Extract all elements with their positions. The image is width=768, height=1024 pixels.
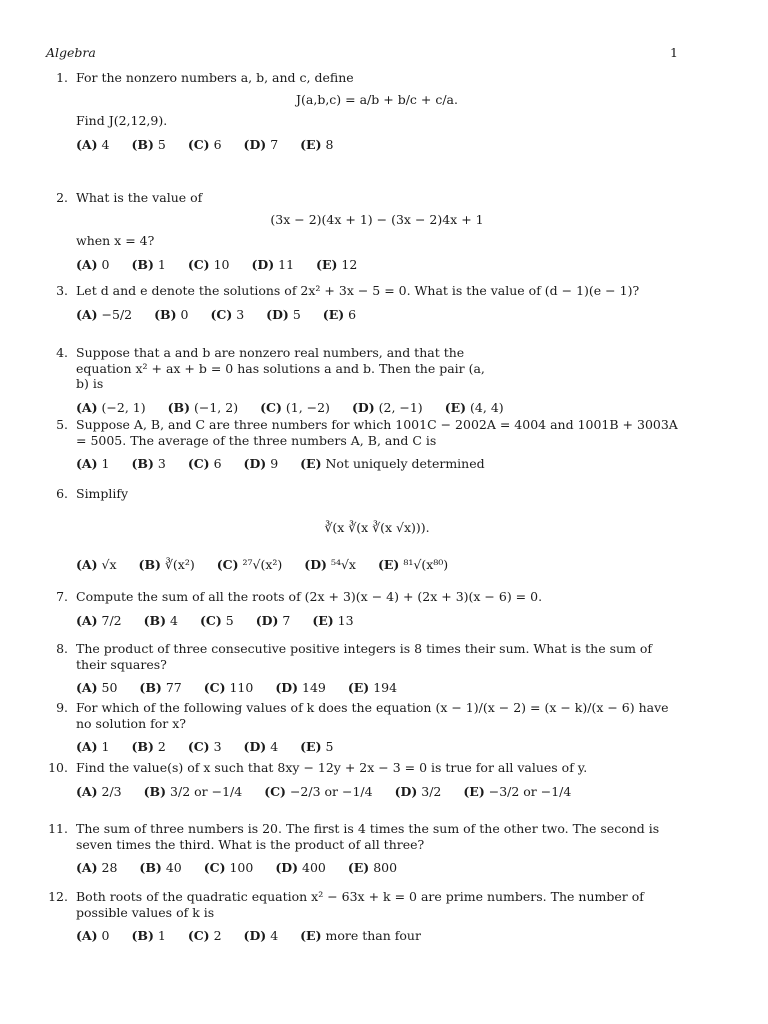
choice-d[interactable]: (D) 149 [275,680,326,696]
choice-b[interactable]: (B) 3/2 or −1/4 [143,783,243,799]
problem-2: 2. What is the value of (3x − 2)(4x + 1) − (3x − 2)4x + 1 when x = 4? (A) 0 (B) 1 (C) 10 (D) 11 (E) 12 [46,190,678,273]
choice-e[interactable]: (E) −3/2 or −1/4 [463,783,572,799]
choice-c[interactable]: (C) 10 [187,256,230,272]
choice-a[interactable]: (A) 4 [76,136,110,152]
choice-d[interactable]: (D) 9 [243,456,279,472]
problem-text: The sum of three numbers is 20. The first is 4 times the sum of the other two. The second is seven times the third. What is the product of all three? [76,821,660,852]
choice-a[interactable]: (A) (−2, 1) [76,399,146,415]
choice-c[interactable]: (C) 3 [210,306,245,322]
choice-c[interactable]: (C) 100 [203,860,254,876]
answer-choices [76,456,678,472]
choice-d[interactable]: (D) 400 [275,860,326,876]
choice-e[interactable]: (E) 6 [322,306,357,322]
choice-b[interactable]: (B) ∛(x²) [138,557,195,573]
choice-b[interactable]: (B) 2 [131,739,166,755]
choice-b[interactable]: (B) 4 [143,612,178,628]
problem-9: 9. For which of the following values of k does the equation (x − 1)/(x − 2) = (x − k)/(x − 6) have no solution for x? (A) 1 (B) 2 (C) 3 (D) 4 (E) 5 [46,700,678,755]
choice-d[interactable]: (D) 5 [266,306,301,322]
choice-e[interactable]: (E) 13 [312,612,354,628]
choice-c[interactable]: (C) 3 [187,739,222,755]
choice-d[interactable]: (D) 4 [243,739,279,755]
choice-b[interactable]: (B) 0 [154,306,189,322]
answer-choices [76,257,678,273]
problem-text: For the nonzero numbers a, b, and c, define [76,70,354,85]
choice-e[interactable]: (E) 12 [316,256,358,272]
problem-11: 11. The sum of three numbers is 20. The first is 4 times the sum of the other two. The second is seven times the third. What is the product of all three? (A) 28 (B) 40 (C) 100 (D) 400 (E) 800 [46,821,678,876]
problem-text: Compute the sum of all the roots of (2x + 3)(x − 4) + (2x + 3)(x − 6) = 0. [76,589,543,604]
choice-a[interactable]: (A) 2/3 [76,783,122,799]
choice-d[interactable]: (D) 3/2 [394,783,442,799]
problem-6: 6. Simplify ∛(x ∛(x ∛(x √x))). (A) √x (B) ∛(x²) (C) ²⁷√(x²) (D) ⁵⁴√x (E) ⁸¹√(x⁸⁰) [46,486,678,573]
choice-d[interactable]: (D) 7 [243,136,279,152]
answer-choices [76,860,678,876]
choice-d[interactable]: (D) ⁵⁴√x [304,557,356,573]
choice-b[interactable]: (B) (−1, 2) [167,399,239,415]
problem-text-after: when x = 4? [76,233,155,249]
problem-8: 8. The product of three consecutive positive integers is 8 times their sum. What is the sum of their squares? (A) 50 (B) 77 (C) 110 (D) 149 (E) 194 [46,641,678,696]
choice-c[interactable]: (C) 6 [187,136,222,152]
choice-e[interactable]: (E) 800 [347,860,398,876]
choice-e[interactable]: (E) 194 [347,680,398,696]
problem-text: Suppose that a and b are nonzero real numbers, and that the equation x² + ax + b = 0 has solutions a and b. Then the pair (a, b) is [76,345,485,392]
answer-choices [76,400,678,416]
choice-a[interactable]: (A) −5/2 [76,306,133,322]
choice-e[interactable]: (E) ⁸¹√(x⁸⁰) [377,557,449,573]
choice-c[interactable]: (C) 5 [199,612,234,628]
problem-text-after: Find J(2,12,9). [76,113,168,129]
problem-text: Suppose A, B, and C are three numbers for which 1001C − 2002A = 4004 and 1001B + 3003A = 5005. The average of the three numbers A, B, and C is [76,417,678,448]
problem-text: Let d and e denote the solutions of 2x² + 3x − 5 = 0. What is the value of (d − 1)(e − 1)? [76,283,640,298]
problem-text: What is the value of [76,190,203,205]
problem-text: The product of three consecutive positive integers is 8 times their sum. What is the sum of their squares? [76,641,653,672]
choice-a[interactable]: (A) 0 [76,256,110,272]
choice-c[interactable]: (C) (1, −2) [260,399,330,415]
answer-choices [76,739,678,755]
answer-choices [76,680,678,696]
answer-choices [76,928,678,944]
choice-c[interactable]: (C) ²⁷√(x²) [216,557,283,573]
choice-d[interactable]: (D) 11 [251,256,295,272]
answer-choices [76,613,678,629]
choice-b[interactable]: (B) 1 [131,256,166,272]
choice-d[interactable]: (D) (2, −1) [351,399,423,415]
problem-text: For which of the following values of k does the equation (x − 1)/(x − 2) = (x − k)/(x − 6) have no solution for x? [76,700,669,731]
choice-c[interactable]: (C) 6 [187,456,222,472]
problem-4: 4. Suppose that a and b are nonzero real numbers, and that the equation x² + ax + b = 0 has solutions a and b. Then the pair (a, b) is (A) (−2, 1) (B) (−1, 2) (C) (1, −2) (D) (2, −1) (E) (4, 4) [46,345,678,416]
page-number: 1 [670,45,678,60]
choice-e[interactable]: (E) Not uniquely determined [300,456,485,472]
choice-e[interactable]: (E) 5 [300,739,334,755]
choice-b[interactable]: (B) 40 [139,860,182,876]
choice-b[interactable]: (B) 3 [131,456,166,472]
choice-b[interactable]: (B) 1 [131,928,166,944]
problem-text: Find the value(s) of x such that 8xy − 12y + 2x − 3 = 0 is true for all values of y. [76,760,588,775]
answer-choices [76,307,678,323]
choice-e[interactable]: (E) (4, 4) [444,399,504,415]
choice-a[interactable]: (A) 7/2 [76,612,122,628]
answer-choices [76,784,678,800]
problem-5: 5. Suppose A, B, and C are three numbers for which 1001C − 2002A = 4004 and 1001B + 3003A = 5005. The average of the three numbers A, B, and C is (A) 1 (B) 3 (C) 6 (D) 9 (E) Not uniquely determined [56,417,678,472]
answer-choices [76,137,678,153]
choice-d[interactable]: (D) 7 [255,612,291,628]
choice-a[interactable]: (A) 1 [76,456,110,472]
choice-e[interactable]: (E) 8 [300,136,334,152]
choice-d[interactable]: (D) 4 [243,928,279,944]
problem-1: 1. For the nonzero numbers a, b, and c, define J(a,b,c) = a/b + b/c + c/a. Find J(2,12,9). (A) 4 (B) 5 (C) 6 (D) 7 (E) 8 [46,70,678,153]
choice-a[interactable]: (A) 50 [76,680,118,696]
choice-e[interactable]: (E) more than four [300,928,421,944]
choice-a[interactable]: (A) 28 [76,860,118,876]
problem-text: Simplify [76,486,129,501]
display-equation: J(a,b,c) = a/b + b/c + c/a. [296,91,458,107]
problem-text: Both roots of the quadratic equation x² − 63x + k = 0 are prime numbers. The number of possible values of k is [76,889,644,920]
display-equation: (3x − 2)(4x + 1) − (3x − 2)4x + 1 [270,211,484,227]
problem-12: 12. Both roots of the quadratic equation x² − 63x + k = 0 are prime numbers. The number of possible values of k is (A) 0 (B) 1 (C) 2 (D) 4 (E) more than four [46,889,678,944]
choice-a[interactable]: (A) √x [76,557,117,573]
choice-b[interactable]: (B) 5 [131,136,166,152]
choice-a[interactable]: (A) 0 [76,928,110,944]
choice-c[interactable]: (C) 2 [187,928,222,944]
problem-3: 3. Let d and e denote the solutions of 2x² + 3x − 5 = 0. What is the value of (d − 1)(e − 1)? (A) −5/2 (B) 0 (C) 3 (D) 5 (E) 6 [46,283,678,322]
problem-7: 7. Compute the sum of all the roots of (2x + 3)(x − 4) + (2x + 3)(x − 6) = 0. (A) 7/2 (B) 4 (C) 5 (D) 7 (E) 13 [46,589,678,628]
choice-b[interactable]: (B) 77 [139,680,182,696]
display-equation: ∛(x ∛(x ∛(x √x))). [324,519,430,535]
choice-a[interactable]: (A) 1 [76,739,110,755]
section-title: Algebra [46,45,96,60]
problem-10: 10. Find the value(s) of x such that 8xy − 12y + 2x − 3 = 0 is true for all values of y. (A) 2/3 (B) 3/2 or −1/4 (C) −2/3 or −1/4 (D) 3/2 (E) −3/2 or −1/4 [46,760,678,799]
answer-choices [76,557,678,573]
choice-c[interactable]: (C) −2/3 or −1/4 [264,783,373,799]
choice-c[interactable]: (C) 110 [203,680,254,696]
